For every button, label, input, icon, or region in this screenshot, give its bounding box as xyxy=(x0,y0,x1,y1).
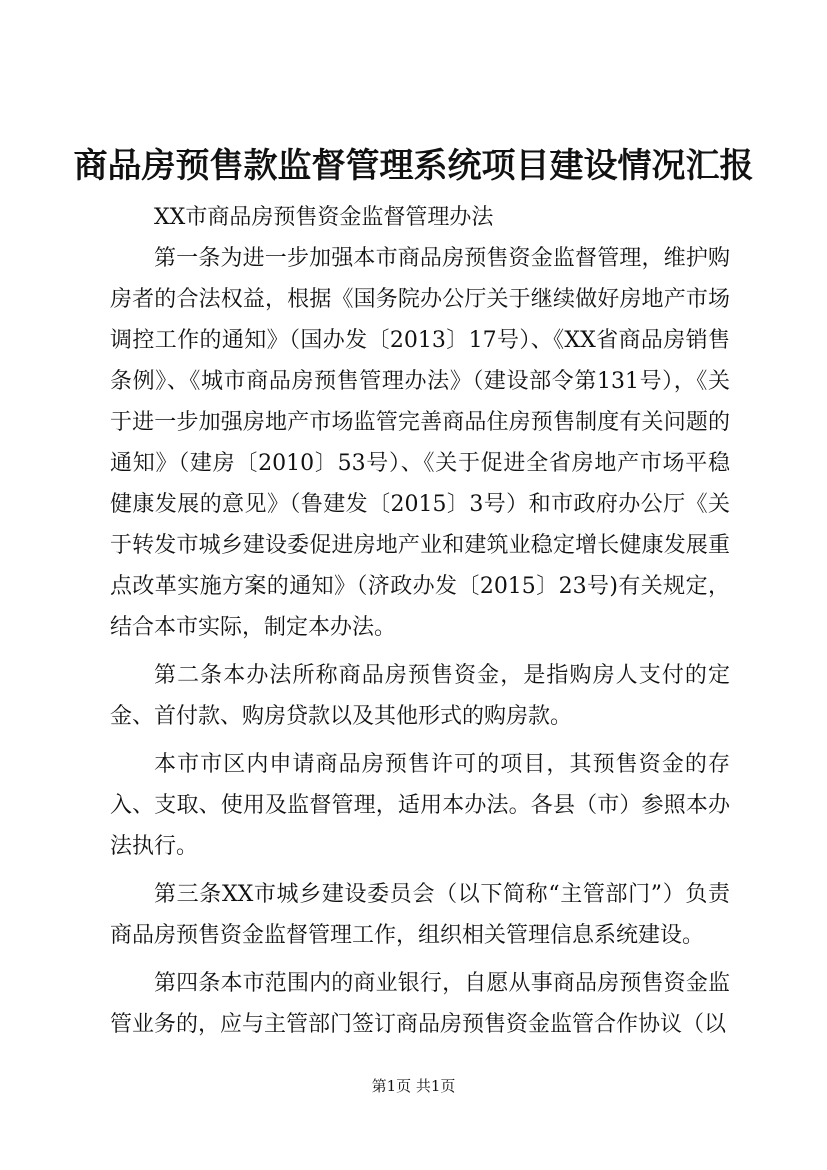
paragraph-article-4: 第四条本市范围内的商业银行，自愿从事商品房预售资金监管业务的，应与主管部门签订商品房预售资金监管合作协议（以 xyxy=(110,971,730,1037)
document-body xyxy=(110,197,730,1045)
page-footer: 第1页 共1页 xyxy=(371,1077,456,1095)
paragraph-article-1: 第一条为进一步加强本市商品房预售资金监督管理，维护购房者的合法权益，根据《国务院办公厅关于继续做好房地产市场调控工作的通知》（国办发〔2013〕17号）、《XX省商品房销售条例》、《城市商品房预售管理办法》（建设部令第131号），《关于进一步加强房地产市场监管完善商品住房预售制度有关问题的通知》（建房〔2010〕53号）、《关于促进全省房地产市场平稳健康发展的意见》（鲁建发〔2015〕3号）和市政府办公厅《关于转发市城乡建设委促进房地产业和建筑业稳定增长健康发展重点改革实施方案的通知》（济政办发〔2015〕23号)有关规定，结合本市实际，制定本办法。 xyxy=(110,246,730,640)
paragraph-article-2: 第二条本办法所称商品房预售资金，是指购房人支付的定金、首付款、购房贷款以及其他形式的购房款。 xyxy=(110,663,730,729)
paragraph-scope: 本市市区内申请商品房预售许可的项目，其预售资金的存入、支取、使用及监督管理，适用本办法。各县（市）参照本办法执行。 xyxy=(110,752,730,859)
document-title: 商品房预售款监督管理系统项目建设情况汇报 xyxy=(73,146,754,186)
document-subtitle: XX市商品房预售资金监督管理办法 xyxy=(154,205,494,230)
paragraph-article-3: 第三条XX市城乡建设委员会（以下简称“主管部门”）负责商品房预售资金监督管理工作，组织相关管理信息系统建设。 xyxy=(110,882,730,948)
